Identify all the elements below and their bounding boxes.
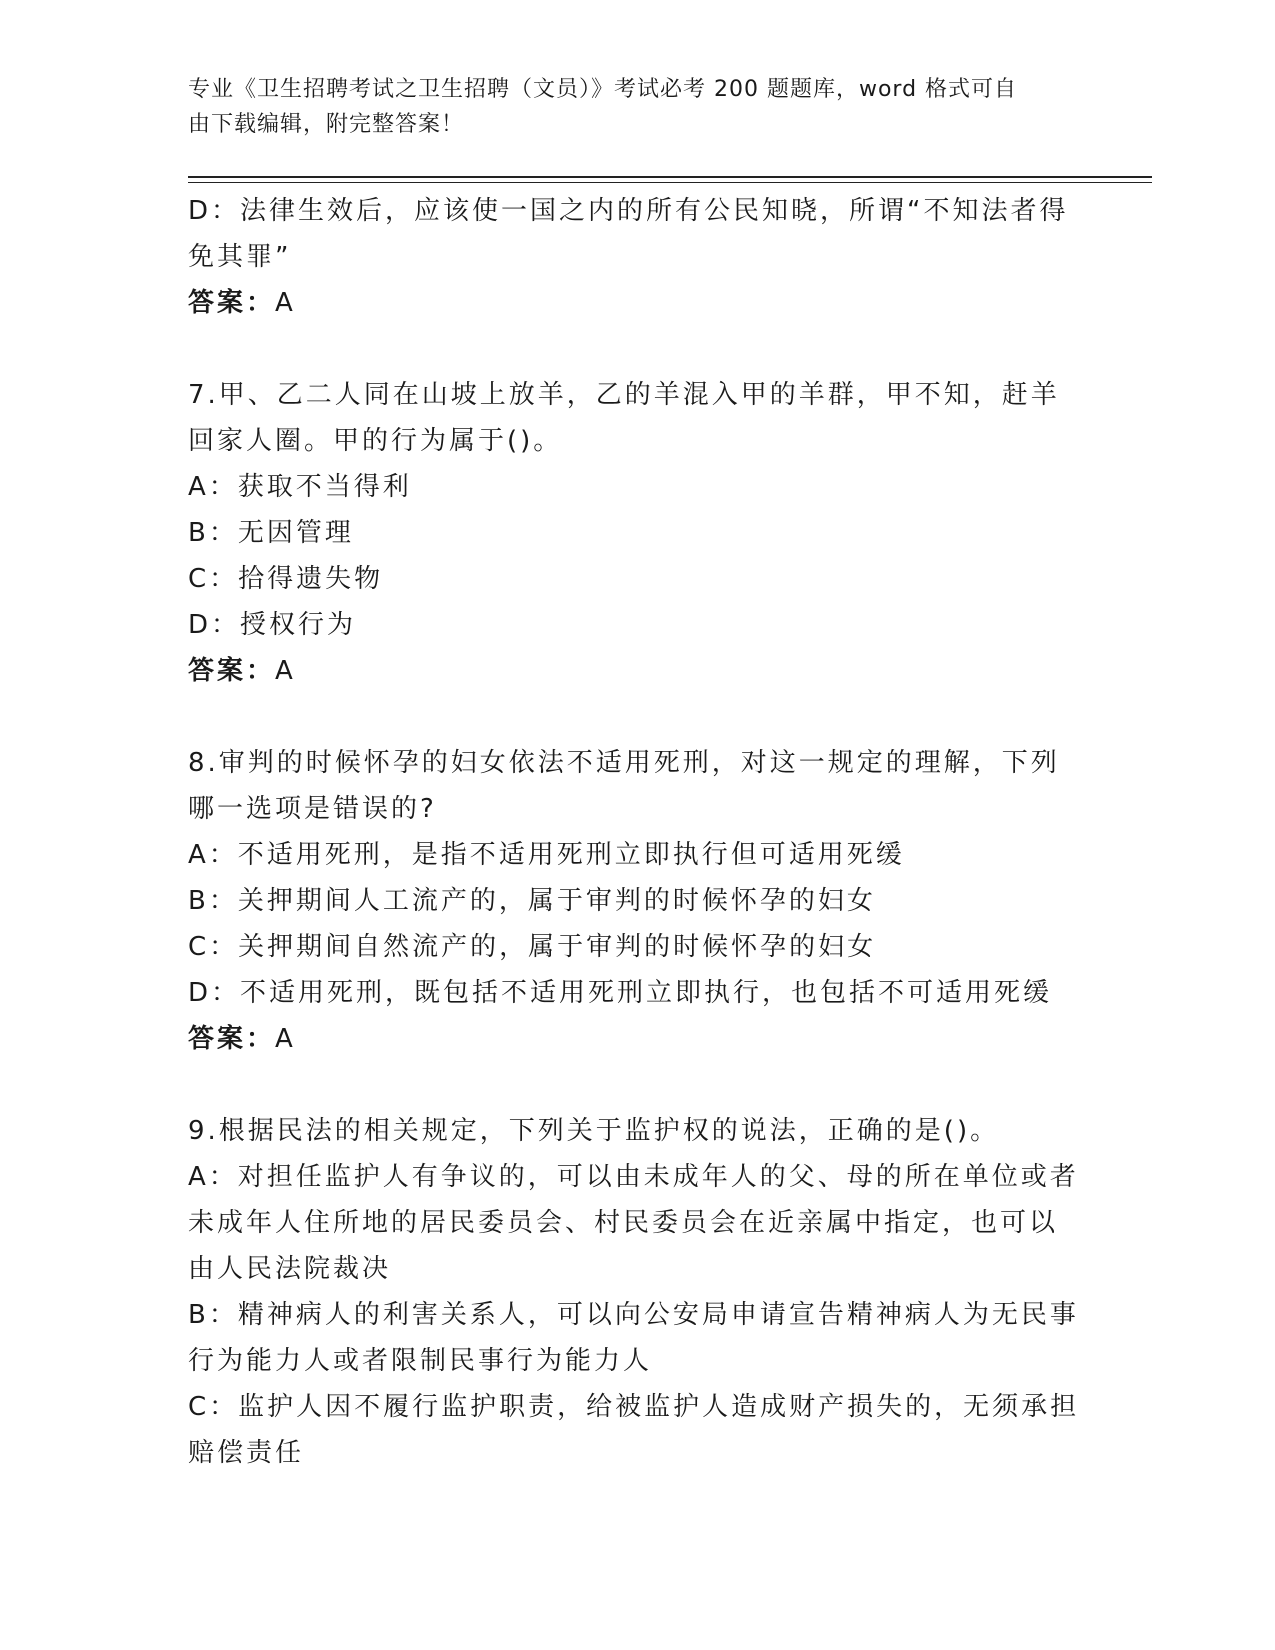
option-a: A：对担任监护人有争议的，可以由未成年人的父、母的所在单位或者 <box>188 1162 1079 1192</box>
option-d-continued: 免其罪” <box>188 242 292 272</box>
question-9 <box>188 1108 1088 1476</box>
option-d: D：不适用死刑，既包括不适用死刑立即执行，也包括不可适用死缓 <box>188 978 1053 1008</box>
question-stem: 9.根据民法的相关规定，下列关于监护权的说法，正确的是()。 <box>188 1116 1000 1146</box>
option-c: C：监护人因不履行监护职责，给被监护人造成财产损失的，无须承担 <box>188 1392 1080 1422</box>
answer-value: A <box>275 656 296 686</box>
option-a-continued: 由人民法院裁决 <box>188 1254 392 1284</box>
question-8 <box>188 740 1088 1062</box>
answer-label: 答案： <box>188 656 276 686</box>
answer-line <box>188 1016 1088 1062</box>
answer-value: A <box>275 288 296 318</box>
header-line-2: 由下载编辑，附完整答案！ <box>188 112 465 137</box>
option-a: A：不适用死刑，是指不适用死刑立即执行但可适用死缓 <box>188 840 905 870</box>
header-divider-thick <box>188 176 1152 178</box>
option-d: D：法律生效后，应该使一国之内的所有公民知晓，所谓“不知法者得 <box>188 196 1069 226</box>
option-a-continued: 未成年人住所地的居民委员会、村民委员会在近亲属中指定，也可以 <box>188 1208 1059 1238</box>
option-c: C：关押期间自然流产的，属于审判的时候怀孕的妇女 <box>188 932 877 962</box>
spacer <box>188 1062 1088 1108</box>
header-divider-thin <box>188 182 1152 183</box>
prev-question <box>188 188 1088 326</box>
question-stem: 8.审判的时候怀孕的妇女依法不适用死刑，对这一规定的理解，下列 <box>188 748 1060 778</box>
option-c-continued: 赔偿责任 <box>188 1438 305 1468</box>
option-b-continued: 行为能力人或者限制民事行为能力人 <box>188 1346 653 1376</box>
answer-line <box>188 280 1088 326</box>
spacer <box>188 694 1088 740</box>
option-d: D：授权行为 <box>188 610 357 640</box>
option-b: B：无因管理 <box>188 518 354 548</box>
question-stem: 7.甲、乙二人同在山坡上放羊，乙的羊混入甲的羊群，甲不知，赶羊 <box>188 380 1060 410</box>
question-content <box>188 188 1088 1476</box>
option-a: A：获取不当得利 <box>188 472 412 502</box>
answer-label: 答案： <box>188 288 276 318</box>
option-c: C：拾得遗失物 <box>188 564 384 594</box>
answer-line <box>188 648 1088 694</box>
spacer <box>188 326 1088 372</box>
question-stem-continued: 哪一选项是错误的? <box>188 794 437 824</box>
option-b: B：关押期间人工流产的，属于审判的时候怀孕的妇女 <box>188 886 876 916</box>
question-stem-continued: 回家人圈。甲的行为属于()。 <box>188 426 563 456</box>
answer-label: 答案： <box>188 1024 276 1054</box>
answer-value: A <box>275 1024 296 1054</box>
document-header <box>188 72 1068 142</box>
header-line-1: 专业《卫生招聘考试之卫生招聘（文员）》考试必考 200 题题库，word 格式可自 <box>188 77 1018 102</box>
option-b: B：精神病人的利害关系人，可以向公安局申请宣告精神病人为无民事 <box>188 1300 1079 1330</box>
question-7 <box>188 372 1088 694</box>
